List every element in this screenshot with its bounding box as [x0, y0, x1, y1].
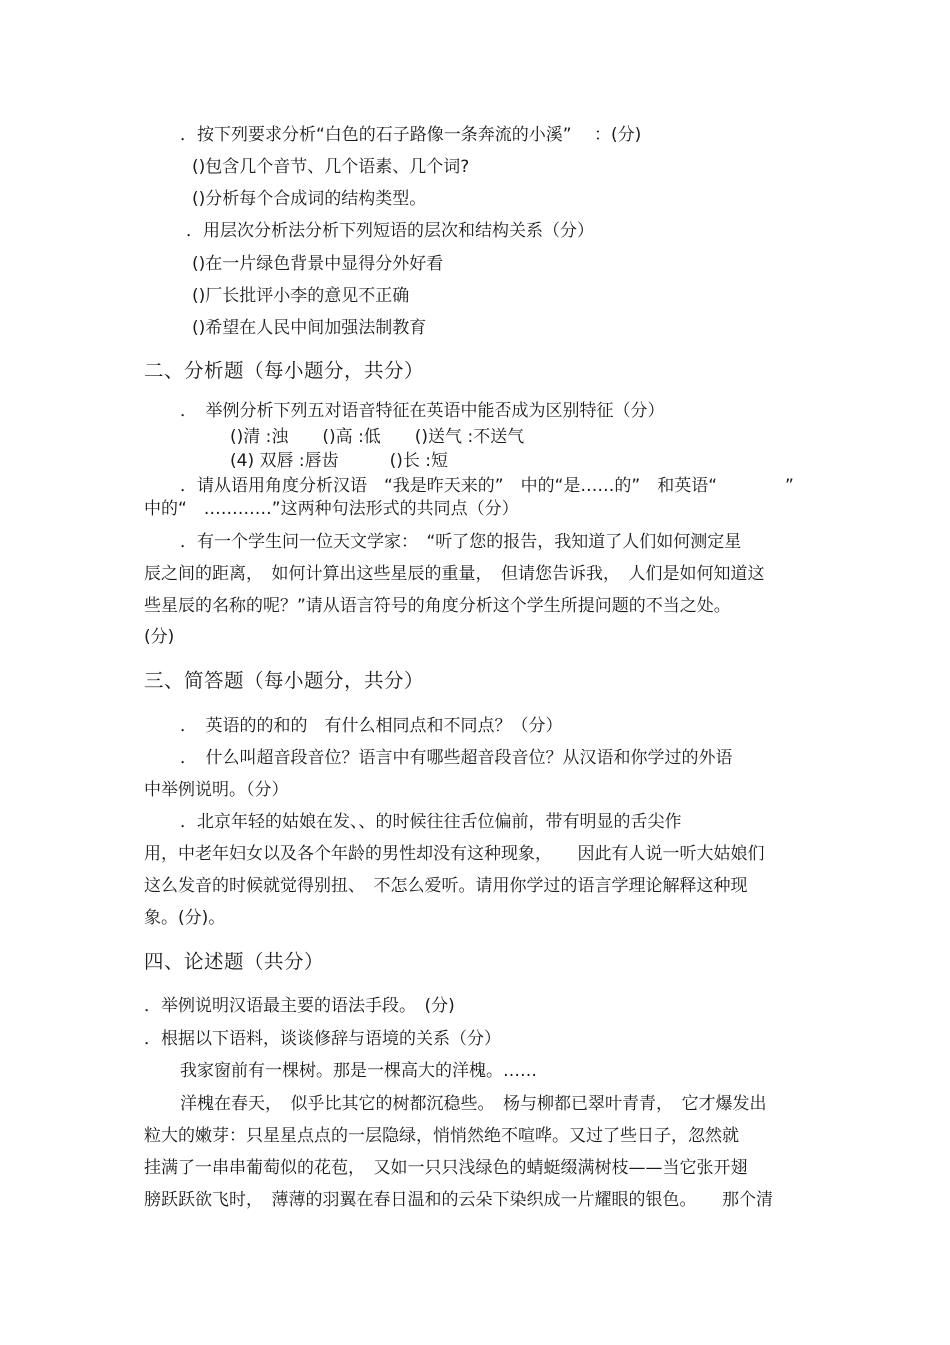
section-heading-short-answer: 三、简答题（每小题分，共分）: [144, 669, 425, 692]
section-heading-analysis: 二、分析题（每小题分，共分）: [144, 359, 425, 382]
question-syllable-analysis: ．按下列要求分析“白色的石子路像一条奔流的小溪” ：(分): [180, 125, 642, 145]
subquestion-compound-structure: ()分析每个合成词的结构类型。: [192, 189, 427, 209]
subquestion-phrase-2: ()厂长批评小李的意见不正确: [192, 286, 410, 306]
question-astronomer-line-4: (分): [144, 627, 175, 647]
question-astronomer-line-2: 辰之间的距离， 如何计算出这些星辰的重量， 但请您告诉我， 人们是如何知道这: [144, 564, 765, 584]
question-pragmatics-line-2: 中的“ …………”这两种句法形式的共同点（分）: [144, 499, 519, 519]
subquestion-syllables: ()包含几个音节、几个语素、几个词?: [192, 157, 470, 177]
question-astronomer-line-3: 些星辰的名称的呢？”请从语言符号的角度分析这个学生所提问题的不当之处。: [144, 596, 731, 616]
question-beijing-girls-line-4: 象。(分)。: [144, 908, 226, 928]
question-distinctive-features: ． 举例分析下列五对语音特征在英语中能否成为区别特征（分）: [180, 401, 665, 421]
question-beijing-girls-line-2: 用，中老年妇女以及各个年龄的男性却没有这种现象， 因此有人说一听大姑娘们: [144, 844, 765, 864]
question-astronomer-line-1: ．有一个学生问一位天文学家： “听了您的报告，我知道了人们如何测定星: [180, 532, 742, 552]
passage-line-2: 洋槐在春天， 似乎比其它的树都沉稳些。 杨与柳都已翠叶青青， 它才爆发出: [180, 1094, 767, 1114]
question-suprasegmental-line-1: ． 什么叫超音段音位？语言中有哪些超音段音位？从汉语和你学过的外语: [180, 748, 733, 768]
passage-line-5: 膀跃跃欲飞时， 薄薄的羽翼在春日温和的云朵下染织成一片耀眼的银色。 那个清: [144, 1190, 773, 1210]
subquestion-phrase-1: ()在一片绿色背景中显得分外好看: [192, 254, 444, 274]
subquestion-phrase-3: ()希望在人民中间加强法制教育: [192, 318, 427, 338]
passage-line-1: 我家窗前有一棵树。那是一棵高大的洋槐。……: [180, 1061, 537, 1081]
question-beijing-girls-line-3: 这么发音的时候就觉得别扭、 不怎么爱听。请用你学过的语言学理论解释这种现: [144, 876, 748, 896]
question-layer-analysis: ．用层次分析法分析下列短语的层次和结构关系（分）: [186, 221, 594, 241]
question-pragmatics-line-1: ．请从语用角度分析汉语 “我是昨天来的” 中的“是……的” 和英语“ ”: [180, 476, 794, 496]
section-heading-essay: 四、论述题（共分）: [144, 950, 325, 973]
feature-pairs-line-1: ()清 :浊 ()高 :低 ()送气 :不送气: [230, 427, 525, 447]
question-beijing-girls-line-1: ．北京年轻的姑娘在发、、的时候往往舌位偏前，带有明显的舌尖作: [180, 812, 682, 832]
passage-line-4: 挂满了一串串葡萄似的花苞， 又如一只只浅绿色的蜻蜓缀满树枝——当它张开翅: [144, 1158, 748, 1178]
passage-line-3: 粒大的嫩芽：只星星点点的一层隐绿，悄悄然绝不喧哗。又过了些日子，忽然就: [144, 1126, 739, 1146]
question-grammar-means: ．举例说明汉语最主要的语法手段。 (分): [144, 996, 455, 1016]
feature-pairs-line-2: (4) 双唇 :唇齿 ()长 :短: [230, 451, 449, 471]
question-rhetoric-context: ．根据以下语料，谈谈修辞与语境的关系（分）: [144, 1029, 501, 1049]
question-english-of: ． 英语的的和的 有什么相同点和不同点？（分）: [180, 716, 563, 736]
question-suprasegmental-line-2: 中举例说明。（分）: [144, 780, 289, 800]
